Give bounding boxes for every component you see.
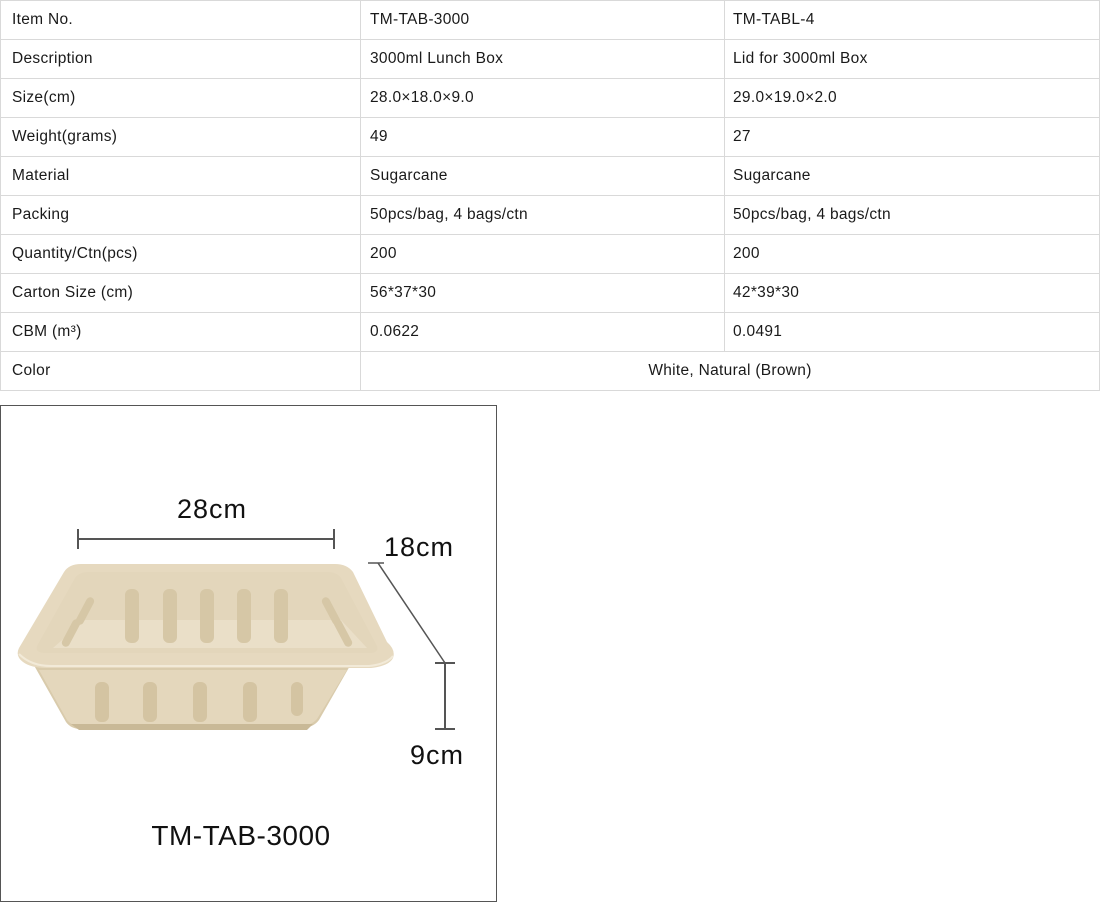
table-row: [1, 196, 1100, 235]
table-row: [1, 274, 1100, 313]
width-dimension-line: [78, 529, 334, 549]
cell-box: TM-TAB-3000: [361, 1, 725, 40]
cell-box: 200: [361, 235, 725, 274]
row-label: Size(cm): [1, 79, 361, 118]
width-label: 28cm: [177, 494, 248, 524]
row-label: Carton Size (cm): [1, 274, 361, 313]
cell-lid: 50pcs/bag, 4 bags/ctn: [725, 196, 1100, 235]
row-label: Packing: [1, 196, 361, 235]
table-row: [1, 235, 1100, 274]
cell-lid: Lid for 3000ml Box: [725, 40, 1100, 79]
height-label: 9cm: [410, 740, 465, 770]
cell-lid: 0.0491: [725, 313, 1100, 352]
depth-label: 18cm: [384, 532, 455, 562]
cell-lid: 29.0×19.0×2.0: [725, 79, 1100, 118]
cell-box: 3000ml Lunch Box: [361, 40, 725, 79]
cell-box: 50pcs/bag, 4 bags/ctn: [361, 196, 725, 235]
table-row: [1, 313, 1100, 352]
cell-box: 56*37*30: [361, 274, 725, 313]
cell-lid: Sugarcane: [725, 157, 1100, 196]
cell-lid: TM-TABL-4: [725, 1, 1100, 40]
cell-lid: 42*39*30: [725, 274, 1100, 313]
table-row-color: [1, 352, 1100, 391]
table-row: [1, 118, 1100, 157]
table-row: [1, 157, 1100, 196]
row-label: CBM (m³): [1, 313, 361, 352]
cell-lid: 27: [725, 118, 1100, 157]
row-label: Weight(grams): [1, 118, 361, 157]
table-row: [1, 40, 1100, 79]
box-shape: [18, 564, 394, 730]
cell-box: 49: [361, 118, 725, 157]
height-dimension-line: [435, 663, 455, 729]
row-label: Description: [1, 40, 361, 79]
spec-table: [0, 0, 1100, 391]
row-label: Item No.: [1, 1, 361, 40]
cell-lid: 200: [725, 235, 1100, 274]
row-label: Quantity/Ctn(pcs): [1, 235, 361, 274]
table-row: [1, 1, 1100, 40]
row-label: Color: [1, 352, 361, 391]
table-row: [1, 79, 1100, 118]
product-photo: [0, 405, 497, 902]
cell-box: 0.0622: [361, 313, 725, 352]
cell-box: 28.0×18.0×9.0: [361, 79, 725, 118]
cell-box: Sugarcane: [361, 157, 725, 196]
color-value: White, Natural (Brown): [361, 352, 1100, 391]
product-caption: TM-TAB-3000: [151, 820, 331, 851]
row-label: Material: [1, 157, 361, 196]
